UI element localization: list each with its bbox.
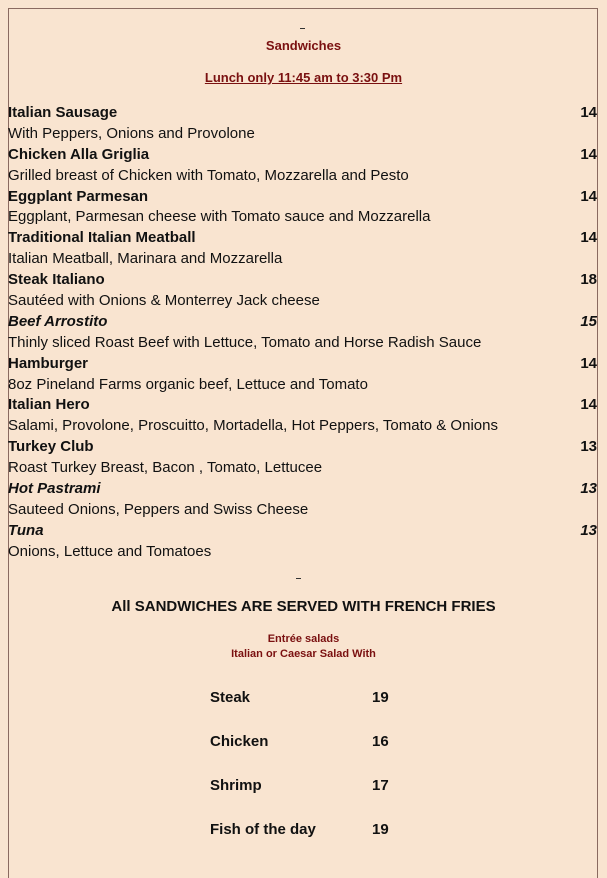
menu-item-description: Onions, Lettuce and Tomatoes [8,542,212,560]
served-note: All SANDWICHES ARE SERVED WITH FRENCH FRIES [111,598,496,615]
menu-item-description: Italian Meatball, Marinara and Mozzarella [8,250,283,268]
sandwich-list [8,103,598,563]
menu-item-name [8,103,598,124]
item-price: 14 [580,104,597,121]
item-name-text: Hot Pastrami [8,480,101,498]
divider-dash [296,578,301,579]
salad-option-price: 19 [372,821,389,838]
salad-option-name: Fish of the day [210,821,316,838]
menu-item-description: Thinly sliced Roast Beef with Lettuce, Tomato and Horse Radish Sauce [8,333,482,351]
item-name-text: Tuna [8,521,44,539]
item-price: 14 [580,229,597,247]
salad-option-price: 16 [372,733,389,750]
menu-item-name [8,521,598,542]
divider-dash [300,28,305,29]
item-price: 18 [580,271,597,289]
menu-item-name [8,437,598,458]
salad-option-name: Steak [210,689,251,706]
menu-item-name [8,354,598,375]
item-name-text: Beef Arrostito [8,312,108,330]
salad-option-name: Shrimp [210,777,262,794]
menu-item-description: Eggplant, Parmesan cheese with Tomato sauce and Mozzarella [8,208,431,226]
item-price: 15 [580,312,597,330]
menu-item-description: Grilled breast of Chicken with Tomato, Mozzarella and Pesto [8,166,409,184]
menu-item-description: Sautéed with Onions & Monterrey Jack cheese [8,292,320,310]
item-name-text: Eggplant Parmesan [8,187,149,205]
salad-option [210,777,389,794]
item-name-text: Traditional Italian Meatball [8,229,196,247]
item-name-text: Italian Hero [8,396,90,414]
item-name-text: Chicken Alla Griglia [8,145,150,163]
menu-item-name [8,312,598,333]
menu-item-description: Salami, Provolone, Proscuitto, Mortadella, Hot Peppers, Tomato & Onions [8,417,498,435]
section-title: Sandwiches [265,38,342,53]
item-name-text: Italian Sausage [8,104,118,121]
salad-option [210,733,389,750]
menu-item-description: Roast Turkey Breast, Bacon , Tomato, Lettucee [8,459,323,477]
menu-item-name [8,479,598,500]
menu-item-name [8,145,598,166]
item-name-text: Steak Italiano [8,271,105,289]
salad-option-name: Chicken [210,733,269,750]
item-price: 13 [580,521,597,539]
menu-item-name [8,395,598,416]
item-price: 14 [580,187,597,205]
item-name-text: Hamburger [8,354,89,372]
lunch-hours: Lunch only 11:45 am to 3:30 Pm [204,70,403,85]
salad-option-price: 19 [372,689,389,706]
item-price: 14 [580,354,597,372]
item-price: 13 [580,480,597,498]
salad-option-price: 17 [372,777,389,794]
salads-title: Entrée salads [267,633,340,645]
salad-option [210,821,389,838]
salad-option [210,689,389,706]
item-price: 14 [580,145,597,163]
menu-item-name [8,187,598,208]
salads-subtitle: Italian or Caesar Salad With [231,648,376,660]
menu-item-name [8,270,598,291]
menu-item-description: With Peppers, Onions and Provolone [8,124,255,142]
item-price: 14 [580,396,597,414]
item-price: 13 [580,438,597,456]
menu-item-description: Sauteed Onions, Peppers and Swiss Cheese [8,500,309,518]
item-name-text: Turkey Club [8,438,94,456]
menu-item-name [8,228,598,249]
menu-item-description: 8oz Pineland Farms organic beef, Lettuce and Tomato [8,375,368,393]
